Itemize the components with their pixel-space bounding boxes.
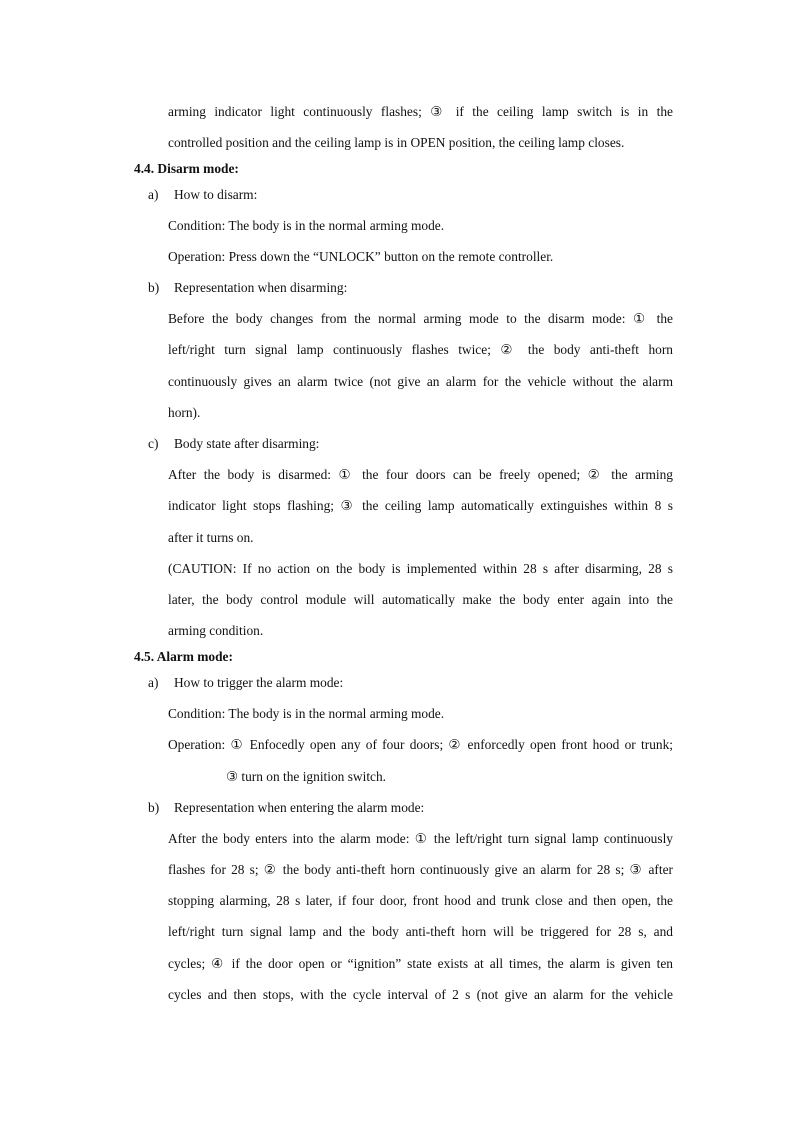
paragraph-line: flashes for 28 s; ② the body anti-theft horn continuously give an alarm for 28 s; ③ after xyxy=(168,862,673,877)
paragraph-line: Condition: The body is in the normal arming mode. xyxy=(168,218,445,233)
paragraph-line: After the body enters into the alarm mode: ① the left/right turn signal lamp continuously xyxy=(168,831,673,846)
list-item-text: How to trigger the alarm mode: xyxy=(174,675,344,690)
paragraph-line: horn). xyxy=(168,405,201,420)
paragraph-line: (CAUTION: If no action on the body is implemented within 28 s after disarming, 28 s xyxy=(168,561,673,576)
list-item-text: Body state after disarming: xyxy=(174,436,320,451)
paragraph-line: controlled position and the ceiling lamp is in OPEN position, the ceiling lamp closes. xyxy=(168,135,625,150)
paragraph-line: stopping alarming, 28 s later, if four door, front hood and trunk close and then open, the xyxy=(168,893,673,908)
paragraph-line: Operation: ① Enfocedly open any of four doors; ② enforcedly open front hood or trunk; xyxy=(168,737,673,752)
paragraph-line: Operation: Press down the “UNLOCK” button on the remote controller. xyxy=(168,249,554,264)
paragraph-line: arming indicator light continuously flashes; ③ if the ceiling lamp switch is in the xyxy=(168,104,673,119)
paragraph-line: cycles and then stops, with the cycle interval of 2 s (not give an alarm for the vehicle xyxy=(168,987,673,1002)
paragraph-line: after it turns on. xyxy=(168,530,254,545)
list-label: b) xyxy=(148,280,160,295)
section-heading-alarm-mode: 4.5. Alarm mode: xyxy=(134,649,233,664)
list-label: c) xyxy=(148,436,159,451)
list-item-text: How to disarm: xyxy=(174,187,258,202)
list-label: a) xyxy=(148,187,159,202)
paragraph-line: ③ turn on the ignition switch. xyxy=(226,769,387,784)
list-item-b xyxy=(148,280,347,296)
list-item-a xyxy=(148,675,343,691)
paragraph-line: arming condition. xyxy=(168,623,264,638)
list-label: b) xyxy=(148,800,160,815)
list-item-b xyxy=(148,800,424,816)
list-label: a) xyxy=(148,675,159,690)
paragraph-line: After the body is disarmed: ① the four doors can be freely opened; ② the arming xyxy=(168,467,673,482)
paragraph-line: Before the body changes from the normal arming mode to the disarm mode: ① the xyxy=(168,311,673,326)
paragraph-line: cycles; ④ if the door open or “ignition” state exists at all times, the alarm is given ten xyxy=(168,956,673,971)
list-item-text: Representation when entering the alarm mode: xyxy=(174,800,425,815)
list-item-a xyxy=(148,187,257,203)
section-heading-disarm-mode: 4.4. Disarm mode: xyxy=(134,161,239,176)
paragraph-line: Condition: The body is in the normal arming mode. xyxy=(168,706,445,721)
paragraph-line: left/right turn signal lamp continuously flashes twice; ② the body anti-theft horn xyxy=(168,342,673,357)
paragraph-line: indicator light stops flashing; ③ the ceiling lamp automatically extinguishes within 8 s xyxy=(168,498,673,513)
list-item-c xyxy=(148,436,319,452)
paragraph-line: left/right turn signal lamp and the body anti-theft horn will be triggered for 28 s, and xyxy=(168,924,673,939)
paragraph-line: later, the body control module will automatically make the body enter again into the xyxy=(168,592,673,607)
list-item-text: Representation when disarming: xyxy=(174,280,348,295)
paragraph-line: continuously gives an alarm twice (not give an alarm for the vehicle without the alarm xyxy=(168,374,673,389)
